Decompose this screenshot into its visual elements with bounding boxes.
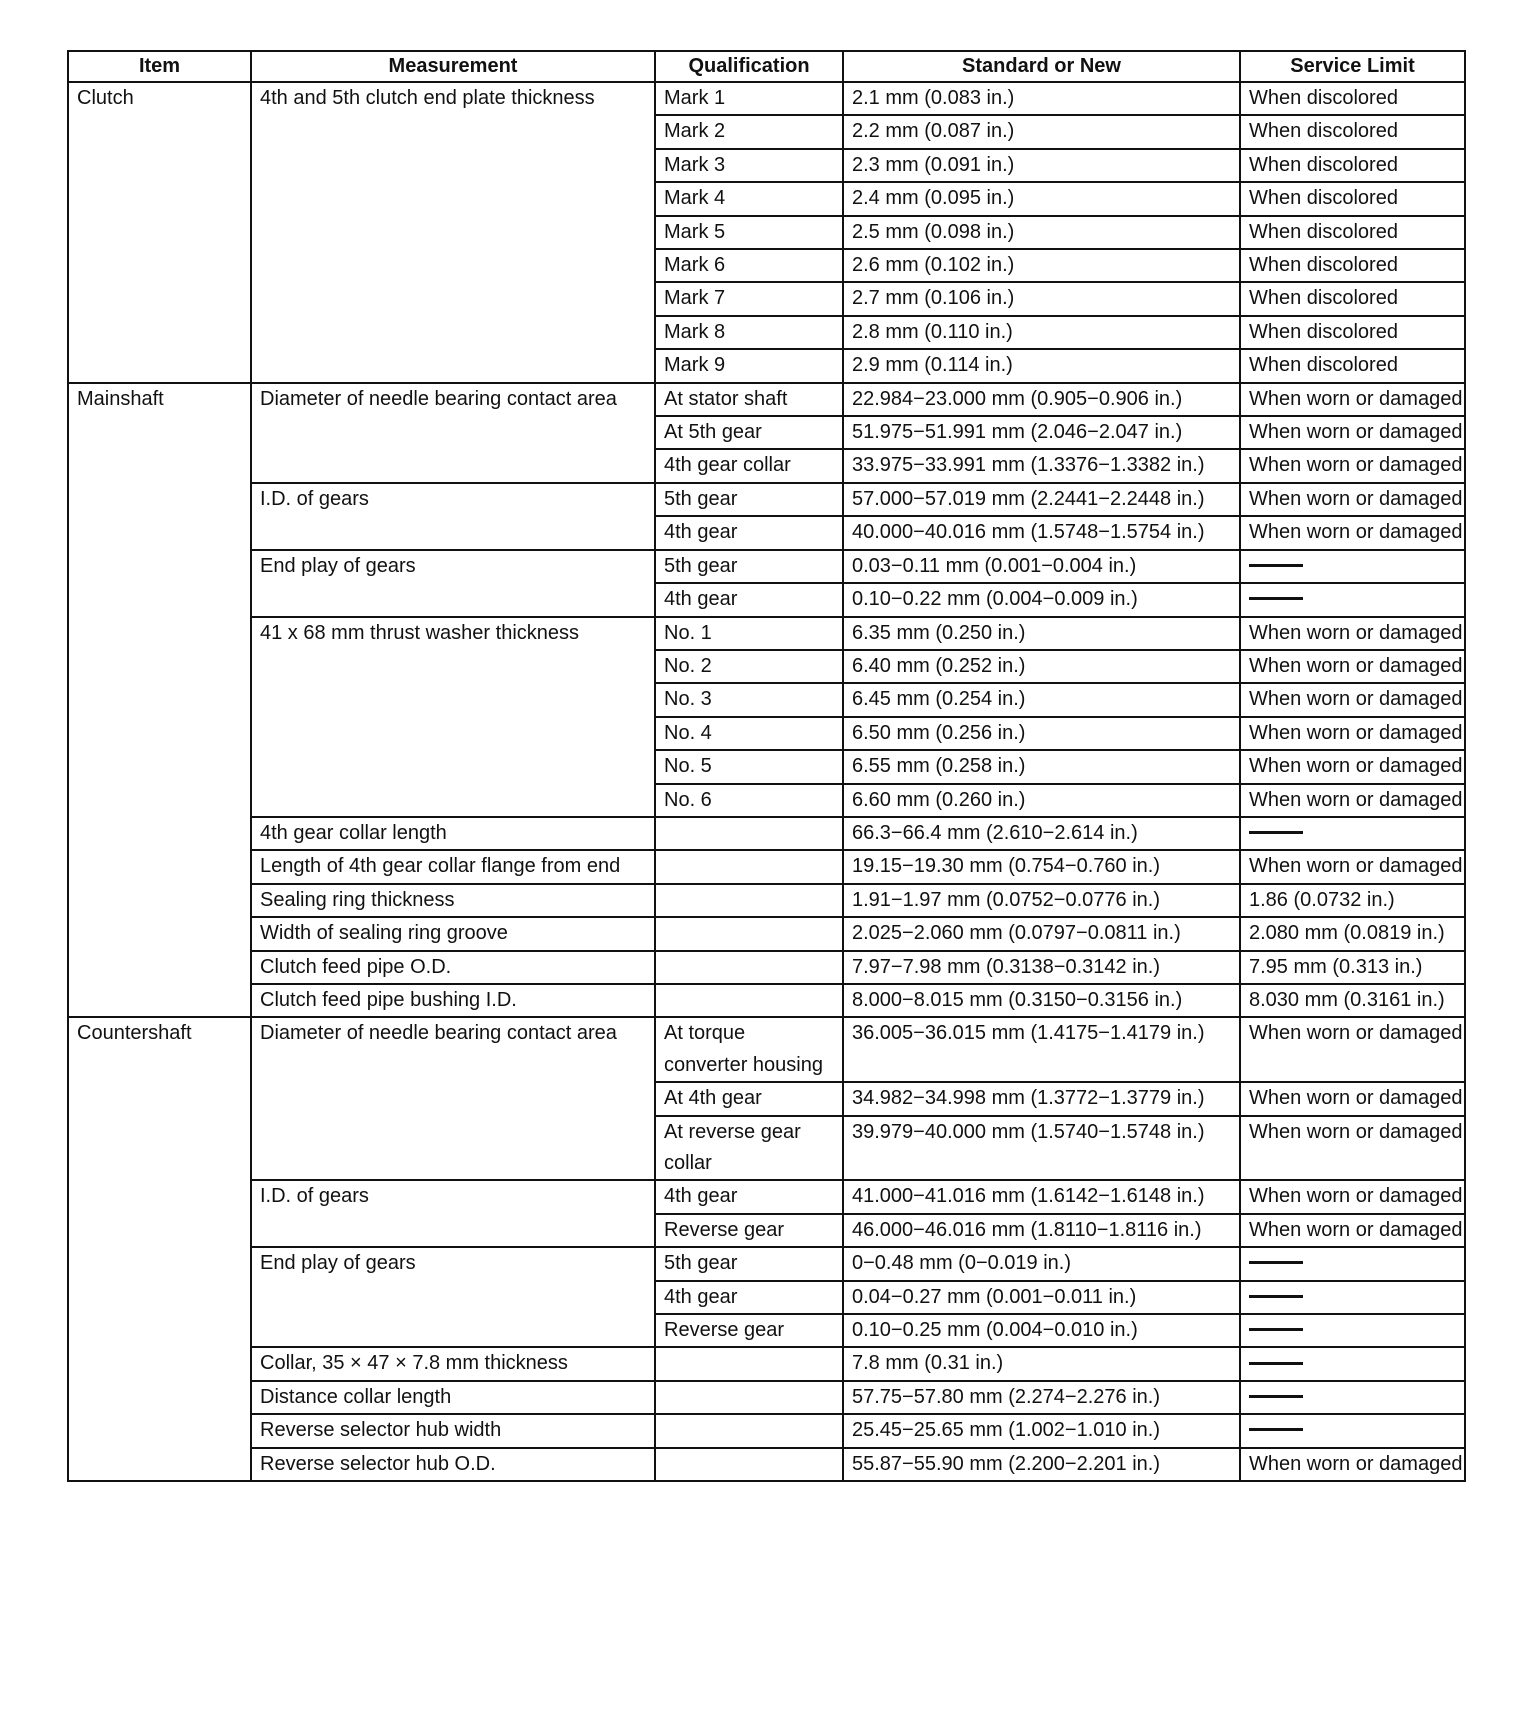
- qualification-cell: Mark 9: [655, 349, 843, 382]
- measurement-cell: Reverse selector hub O.D.: [251, 1448, 655, 1481]
- standard-cell: 2.2 mm (0.087 in.): [843, 115, 1240, 148]
- service-limit-cell: When worn or damaged: [1240, 449, 1465, 482]
- service-limit-cell: When worn or damaged: [1240, 383, 1465, 416]
- standard-cell: 6.40 mm (0.252 in.): [843, 650, 1240, 683]
- standard-cell: 6.55 mm (0.258 in.): [843, 750, 1240, 783]
- qualification-cell: Mark 6: [655, 249, 843, 282]
- no-limit-dash: [1249, 1295, 1303, 1298]
- standard-cell: 33.975−33.991 mm (1.3376−1.3382 in.): [843, 449, 1240, 482]
- qualification-cell: No. 6: [655, 784, 843, 817]
- table-row: [68, 617, 1465, 650]
- standard-cell: 25.45−25.65 mm (1.002−1.010 in.): [843, 1414, 1240, 1447]
- service-spec-table: [67, 50, 1466, 1482]
- standard-cell: 7.8 mm (0.31 in.): [843, 1347, 1240, 1380]
- measurement-cell: Reverse selector hub width: [251, 1414, 655, 1447]
- qualification-cell: 4th gear collar: [655, 449, 843, 482]
- no-limit-dash: [1249, 597, 1303, 600]
- standard-cell: 55.87−55.90 mm (2.200−2.201 in.): [843, 1448, 1240, 1481]
- qualification-cell: 4th gear: [655, 1281, 843, 1314]
- table-row: [68, 1347, 1465, 1380]
- service-limit-cell: [1240, 1314, 1465, 1347]
- table-row: [68, 1448, 1465, 1481]
- standard-cell: 0.03−0.11 mm (0.001−0.004 in.): [843, 550, 1240, 583]
- service-limit-cell: When worn or damaged: [1240, 850, 1465, 883]
- header-measurement: Measurement: [251, 51, 655, 82]
- measurement-cell: End play of gears: [251, 550, 655, 617]
- standard-cell: 2.3 mm (0.091 in.): [843, 149, 1240, 182]
- qualification-cell: Mark 1: [655, 82, 843, 115]
- service-limit-cell: [1240, 583, 1465, 616]
- qualification-cell: 5th gear: [655, 483, 843, 516]
- service-limit-cell: When discolored: [1240, 316, 1465, 349]
- qualification-cell: Mark 4: [655, 182, 843, 215]
- service-limit-cell: [1240, 1347, 1465, 1380]
- qualification-cell: [655, 850, 843, 883]
- standard-cell: 46.000−46.016 mm (1.8110−1.8116 in.): [843, 1214, 1240, 1247]
- service-limit-cell: When worn or damaged: [1240, 483, 1465, 516]
- standard-cell: 57.75−57.80 mm (2.274−2.276 in.): [843, 1381, 1240, 1414]
- standard-cell: 0.10−0.22 mm (0.004−0.009 in.): [843, 583, 1240, 616]
- table-row: [68, 82, 1465, 115]
- table-row: [68, 483, 1465, 516]
- standard-cell: 7.97−7.98 mm (0.3138−0.3142 in.): [843, 951, 1240, 984]
- qualification-cell: No. 3: [655, 683, 843, 716]
- service-limit-cell: When discolored: [1240, 115, 1465, 148]
- qualification-cell: [655, 951, 843, 984]
- qualification-cell: Mark 7: [655, 282, 843, 315]
- standard-cell: 8.000−8.015 mm (0.3150−0.3156 in.): [843, 984, 1240, 1017]
- qualification-cell: At reverse gear collar: [655, 1116, 843, 1181]
- qualification-cell: At 4th gear: [655, 1082, 843, 1115]
- qualification-cell: [655, 1347, 843, 1380]
- qualification-cell: [655, 884, 843, 917]
- qualification-cell: [655, 917, 843, 950]
- service-limit-cell: When worn or damaged: [1240, 750, 1465, 783]
- service-limit-cell: [1240, 1247, 1465, 1280]
- service-limit-cell: [1240, 1281, 1465, 1314]
- measurement-cell: 4th gear collar length: [251, 817, 655, 850]
- table-row: [68, 1017, 1465, 1082]
- service-limit-cell: When worn or damaged: [1240, 784, 1465, 817]
- service-limit-cell: 8.030 mm (0.3161 in.): [1240, 984, 1465, 1017]
- standard-cell: 2.4 mm (0.095 in.): [843, 182, 1240, 215]
- standard-cell: 51.975−51.991 mm (2.046−2.047 in.): [843, 416, 1240, 449]
- service-limit-cell: When worn or damaged: [1240, 617, 1465, 650]
- service-limit-cell: When worn or damaged: [1240, 1180, 1465, 1213]
- qualification-cell: Mark 3: [655, 149, 843, 182]
- table-row: [68, 1381, 1465, 1414]
- qualification-cell: 4th gear: [655, 516, 843, 549]
- qualification-cell: At torque converter housing: [655, 1017, 843, 1082]
- service-limit-cell: When worn or damaged: [1240, 1082, 1465, 1115]
- service-limit-cell: When worn or damaged: [1240, 1017, 1465, 1082]
- qualification-cell: No. 5: [655, 750, 843, 783]
- qualification-cell: Reverse gear: [655, 1314, 843, 1347]
- service-limit-cell: When worn or damaged: [1240, 1116, 1465, 1181]
- no-limit-dash: [1249, 1395, 1303, 1398]
- qualification-cell: No. 1: [655, 617, 843, 650]
- standard-cell: 2.5 mm (0.098 in.): [843, 216, 1240, 249]
- table-row: [68, 817, 1465, 850]
- measurement-cell: Sealing ring thickness: [251, 884, 655, 917]
- qualification-cell: At stator shaft: [655, 383, 843, 416]
- service-limit-cell: 7.95 mm (0.313 in.): [1240, 951, 1465, 984]
- no-limit-dash: [1249, 564, 1303, 567]
- qualification-cell: Mark 2: [655, 115, 843, 148]
- service-limit-cell: When worn or damaged: [1240, 717, 1465, 750]
- standard-cell: 2.8 mm (0.110 in.): [843, 316, 1240, 349]
- service-limit-cell: 1.86 (0.0732 in.): [1240, 884, 1465, 917]
- qualification-cell: 5th gear: [655, 550, 843, 583]
- no-limit-dash: [1249, 1428, 1303, 1431]
- measurement-cell: Diameter of needle bearing contact area: [251, 383, 655, 483]
- qualification-cell: [655, 1448, 843, 1481]
- item-cell: Countershaft: [68, 1017, 251, 1481]
- measurement-cell: Clutch feed pipe O.D.: [251, 951, 655, 984]
- table-header-row: [68, 51, 1465, 82]
- standard-cell: 39.979−40.000 mm (1.5740−1.5748 in.): [843, 1116, 1240, 1181]
- qualification-cell: 4th gear: [655, 583, 843, 616]
- service-limit-cell: When discolored: [1240, 282, 1465, 315]
- standard-cell: 36.005−36.015 mm (1.4175−1.4179 in.): [843, 1017, 1240, 1082]
- service-limit-cell: When discolored: [1240, 182, 1465, 215]
- standard-cell: 22.984−23.000 mm (0.905−0.906 in.): [843, 383, 1240, 416]
- qualification-cell: No. 2: [655, 650, 843, 683]
- no-limit-dash: [1249, 1362, 1303, 1365]
- measurement-cell: Clutch feed pipe bushing I.D.: [251, 984, 655, 1017]
- qualification-cell: Mark 8: [655, 316, 843, 349]
- standard-cell: 6.35 mm (0.250 in.): [843, 617, 1240, 650]
- qualification-cell: Mark 5: [655, 216, 843, 249]
- service-limit-cell: [1240, 1381, 1465, 1414]
- service-limit-cell: When worn or damaged: [1240, 416, 1465, 449]
- standard-cell: 66.3−66.4 mm (2.610−2.614 in.): [843, 817, 1240, 850]
- service-limit-cell: When worn or damaged: [1240, 1214, 1465, 1247]
- standard-cell: 6.50 mm (0.256 in.): [843, 717, 1240, 750]
- standard-cell: 0.04−0.27 mm (0.001−0.011 in.): [843, 1281, 1240, 1314]
- qualification-cell: [655, 817, 843, 850]
- measurement-cell: End play of gears: [251, 1247, 655, 1347]
- header-qualification: Qualification: [655, 51, 843, 82]
- standard-cell: 2.6 mm (0.102 in.): [843, 249, 1240, 282]
- qualification-cell: 4th gear: [655, 1180, 843, 1213]
- standard-cell: 41.000−41.016 mm (1.6142−1.6148 in.): [843, 1180, 1240, 1213]
- standard-cell: 34.982−34.998 mm (1.3772−1.3779 in.): [843, 1082, 1240, 1115]
- measurement-cell: Distance collar length: [251, 1381, 655, 1414]
- measurement-cell: Diameter of needle bearing contact area: [251, 1017, 655, 1180]
- standard-cell: 6.45 mm (0.254 in.): [843, 683, 1240, 716]
- table-row: [68, 984, 1465, 1017]
- service-limit-cell: When worn or damaged: [1240, 516, 1465, 549]
- qualification-cell: At 5th gear: [655, 416, 843, 449]
- service-limit-cell: When discolored: [1240, 216, 1465, 249]
- standard-cell: 2.7 mm (0.106 in.): [843, 282, 1240, 315]
- service-limit-cell: When discolored: [1240, 149, 1465, 182]
- table-row: [68, 884, 1465, 917]
- service-limit-cell: When discolored: [1240, 349, 1465, 382]
- measurement-cell: Collar, 35 × 47 × 7.8 mm thickness: [251, 1347, 655, 1380]
- measurement-cell: Length of 4th gear collar flange from end: [251, 850, 655, 883]
- service-limit-cell: When discolored: [1240, 82, 1465, 115]
- service-limit-cell: When discolored: [1240, 249, 1465, 282]
- qualification-cell: [655, 1414, 843, 1447]
- table-row: [68, 1414, 1465, 1447]
- qualification-cell: Reverse gear: [655, 1214, 843, 1247]
- qualification-cell: 5th gear: [655, 1247, 843, 1280]
- measurement-cell: 4th and 5th clutch end plate thickness: [251, 82, 655, 383]
- measurement-cell: 41 x 68 mm thrust washer thickness: [251, 617, 655, 817]
- qualification-cell: No. 4: [655, 717, 843, 750]
- service-limit-cell: [1240, 817, 1465, 850]
- standard-cell: 2.9 mm (0.114 in.): [843, 349, 1240, 382]
- service-limit-cell: [1240, 550, 1465, 583]
- item-cell: Mainshaft: [68, 383, 251, 1018]
- measurement-cell: I.D. of gears: [251, 1180, 655, 1247]
- service-limit-cell: When worn or damaged: [1240, 683, 1465, 716]
- service-limit-cell: [1240, 1414, 1465, 1447]
- no-limit-dash: [1249, 1328, 1303, 1331]
- header-standard: Standard or New: [843, 51, 1240, 82]
- item-cell: Clutch: [68, 82, 251, 383]
- standard-cell: 57.000−57.019 mm (2.2441−2.2448 in.): [843, 483, 1240, 516]
- table-row: [68, 850, 1465, 883]
- service-limit-cell: When worn or damaged: [1240, 650, 1465, 683]
- standard-cell: 0.10−0.25 mm (0.004−0.010 in.): [843, 1314, 1240, 1347]
- no-limit-dash: [1249, 1261, 1303, 1264]
- table-row: [68, 550, 1465, 583]
- table-row: [68, 1180, 1465, 1213]
- table-row: [68, 383, 1465, 416]
- standard-cell: 2.025−2.060 mm (0.0797−0.0811 in.): [843, 917, 1240, 950]
- standard-cell: 1.91−1.97 mm (0.0752−0.0776 in.): [843, 884, 1240, 917]
- qualification-cell: [655, 1381, 843, 1414]
- table-row: [68, 1247, 1465, 1280]
- standard-cell: 40.000−40.016 mm (1.5748−1.5754 in.): [843, 516, 1240, 549]
- standard-cell: 19.15−19.30 mm (0.754−0.760 in.): [843, 850, 1240, 883]
- qualification-cell: [655, 984, 843, 1017]
- no-limit-dash: [1249, 831, 1303, 834]
- standard-cell: 0−0.48 mm (0−0.019 in.): [843, 1247, 1240, 1280]
- header-item: Item: [68, 51, 251, 82]
- service-limit-cell: When worn or damaged: [1240, 1448, 1465, 1481]
- standard-cell: 2.1 mm (0.083 in.): [843, 82, 1240, 115]
- header-service-limit: Service Limit: [1240, 51, 1465, 82]
- standard-cell: 6.60 mm (0.260 in.): [843, 784, 1240, 817]
- measurement-cell: Width of sealing ring groove: [251, 917, 655, 950]
- service-limit-cell: 2.080 mm (0.0819 in.): [1240, 917, 1465, 950]
- measurement-cell: I.D. of gears: [251, 483, 655, 550]
- table-row: [68, 951, 1465, 984]
- table-row: [68, 917, 1465, 950]
